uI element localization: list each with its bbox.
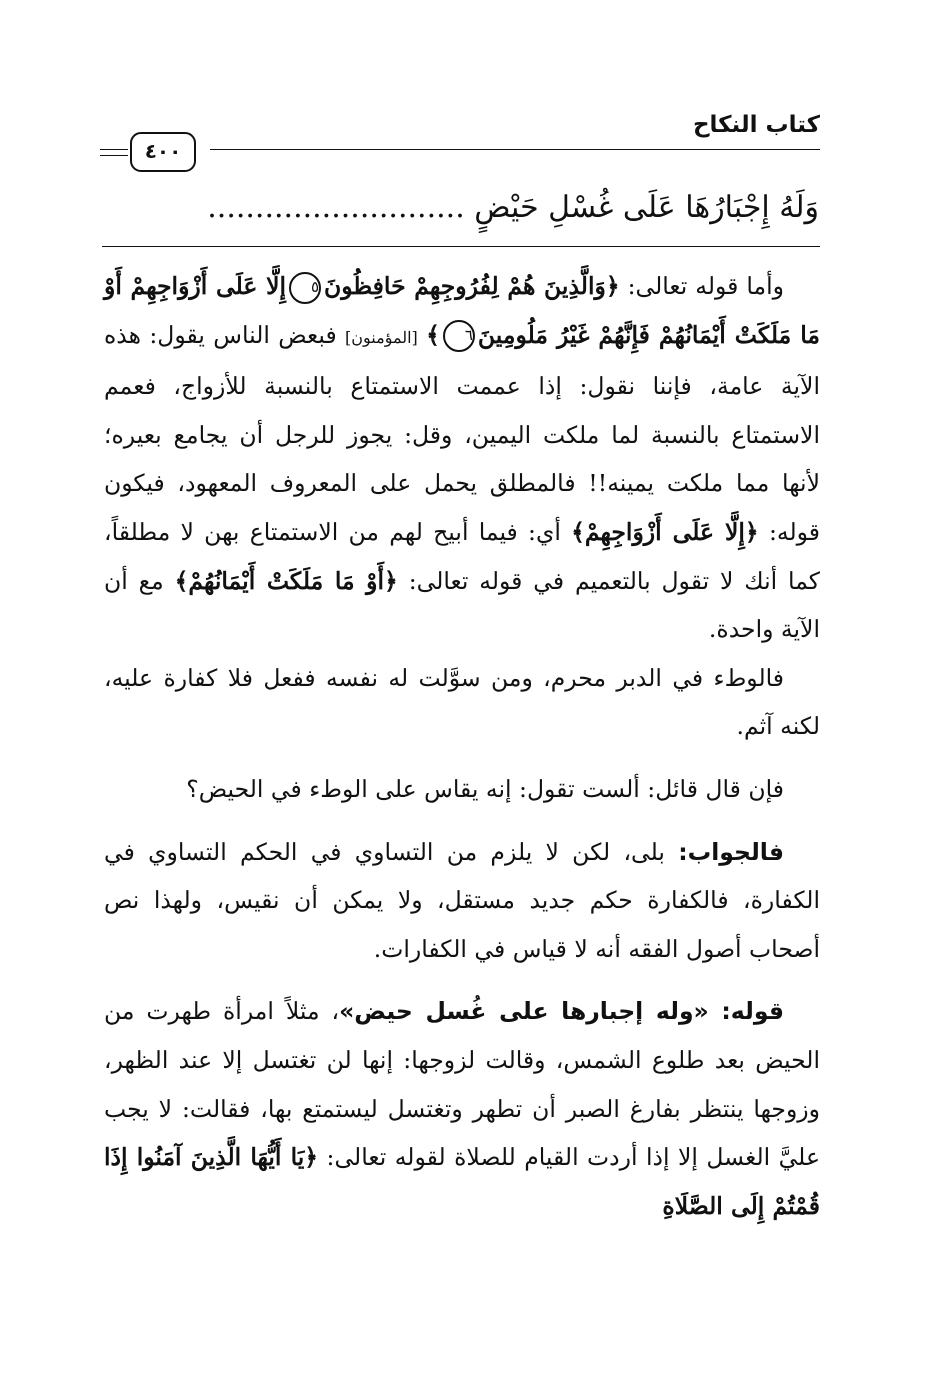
p4-text: بلى، لكن لا يلزم من التساوي في الحكم التساوي في الكفارة، فالكفارة حكم جديد مستقل، ولا يمكن أن نقيس، ولهذا نص أصحاب أصول الفقه أنه لا قياس في الكفارات. bbox=[104, 837, 820, 963]
paragraph-3 bbox=[104, 765, 820, 814]
quran-quote-malakat: ﴿أَوْ مَا مَلَكَتْ أَيْمَانُهُمْ﴾ bbox=[174, 566, 398, 595]
commentary-body bbox=[104, 262, 820, 1244]
p1-body-3: مع أن الآية واحدة. bbox=[104, 566, 820, 644]
quran-open-brace: ﴿ bbox=[605, 272, 620, 300]
surah-reference: [المؤمنون] bbox=[345, 327, 418, 347]
page-number: ٤٠٠ bbox=[130, 132, 196, 172]
paragraph-5 bbox=[104, 987, 820, 1230]
ayah-number-6: ٦ bbox=[443, 320, 475, 352]
p5-text: ، مثلاً امرأة طهرت من الحيض بعد طلوع الشمس، وقالت لزوجها: إنها لن تغتسل إلا عند الظهر، وزوجها ينتظر بفارغ الصبر أن تطهر وتغتسل ليستمتع بها، فقالت: لا يجب عليَّ الغسل إلا إذا أردت القيام للصلاة لقوله تعالى: bbox=[104, 997, 820, 1172]
p1-intro: وأما قوله تعالى: bbox=[619, 272, 784, 300]
header-rule-left-top bbox=[100, 149, 128, 150]
quran-close-brace: ﴾ bbox=[426, 320, 440, 349]
book-title: كتاب النكاح bbox=[692, 112, 820, 138]
quran-quote-salah: ﴿يَا أَيُّهَا الَّذِينَ آمَنُوا إِذَا قُمْتُمْ إِلَى الصَّلَاةِ bbox=[104, 1143, 820, 1220]
matn-text: وَلَهُ إِجْبَارُهَا عَلَى غُسْلِ حَيْضٍ ........................... bbox=[207, 190, 819, 225]
p2-text: فالوطء في الدبر محرم، ومن سوَّلت له نفسه ففعل فلا كفارة عليه، لكنه آثم. bbox=[104, 663, 820, 741]
paragraph-1 bbox=[104, 262, 820, 654]
header-rule bbox=[210, 149, 820, 150]
matn-quote: «وله إجبارها على غُسل حيض» bbox=[339, 997, 722, 1026]
quran-verse-5: وَالَّذِينَ هُمْ لِفُرُوجِهِمْ حَافِظُونَ bbox=[324, 272, 606, 300]
paragraph-4 bbox=[104, 828, 820, 974]
ayah-number-5: ٥ bbox=[289, 272, 321, 304]
quran-quote-azwajihim: ﴿إِلَّا عَلَى أَزْوَاجِهِمْ﴾ bbox=[571, 517, 759, 546]
page-header bbox=[100, 112, 820, 172]
p1-body-2: أي: فيما أبيح لهم من الاستمتاع بهن لا مطلقاً، كما أنك لا تقول بالتعميم في قوله تعالى: bbox=[104, 517, 820, 595]
quran-verse-6: إِلَّا عَلَى أَزْوَاجِهِمْ أَوْ مَا مَلَكَتْ أَيْمَانُهُمْ فَإِنَّهُمْ غَيْرُ مَلُومِينَ bbox=[104, 272, 820, 349]
matn-separator bbox=[102, 246, 820, 247]
p1-body-1: فبعض الناس يقول: هذه الآية عامة، فإننا نقول: إذا عممت الاستمتاع بالنسبة للأزواج، فعمم الاستمتاع بالنسبة لما ملكت اليمين، وقل: يجوز للرجل أن يجامع بعيره؛ لأنها مما ملكت يمينه!! فالمطلق يحمل على المعروف المعهود، فيكون قوله: bbox=[104, 320, 820, 546]
p3-text: فإن قال قائل: ألست تقول: إنه يقاس على الوطء في الحيض؟ bbox=[186, 774, 784, 803]
answer-label: فالجواب: bbox=[678, 837, 784, 866]
paragraph-2 bbox=[104, 654, 820, 751]
qawluhu-label: قوله: bbox=[721, 997, 784, 1026]
header-rule-left-bottom bbox=[100, 155, 128, 156]
